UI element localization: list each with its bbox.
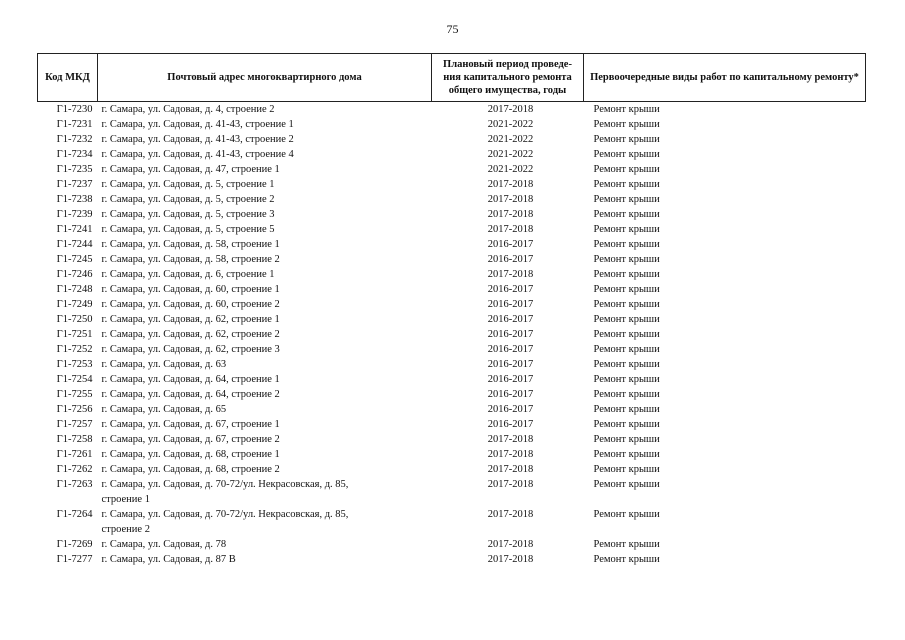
cell-code: Г1-7277	[56, 554, 93, 565]
cell-code: Г1-7252	[56, 344, 93, 355]
cell-period: 2017-2018	[487, 434, 534, 445]
cell-address: г. Самара, ул. Садовая, д. 62, строение 2	[101, 329, 280, 340]
cell-address: г. Самара, ул. Садовая, д. 64, строение 2	[101, 389, 280, 400]
cell-address: г. Самара, ул. Садовая, д. 63	[101, 359, 227, 370]
table-row	[38, 102, 866, 118]
cell-period: 2016-2017	[487, 344, 534, 355]
cell-address: г. Самара, ул. Садовая, д. 68, строение 1	[101, 449, 280, 460]
cell-code: Г1-7269	[56, 539, 93, 550]
cell-code: Г1-7246	[56, 269, 93, 280]
cell-works: Ремонт крыши	[593, 359, 660, 370]
cell-works: Ремонт крыши	[593, 224, 660, 235]
cell-address: г. Самара, ул. Садовая, д. 70-72/ул. Некрасовская, д. 85, строение 2	[101, 509, 349, 535]
cell-works: Ремонт крыши	[593, 509, 660, 520]
cell-period: 2016-2017	[487, 404, 534, 415]
table-row	[38, 477, 866, 507]
table-row	[38, 417, 866, 432]
table-row	[38, 402, 866, 417]
cell-period: 2017-2018	[487, 179, 534, 190]
cell-code: Г1-7254	[56, 374, 93, 385]
cell-address: г. Самара, ул. Садовая, д. 87 В	[101, 554, 236, 565]
cell-period: 2016-2017	[487, 254, 534, 265]
table-row	[38, 507, 866, 537]
cell-code: Г1-7263	[56, 479, 93, 490]
cell-period: 2021-2022	[487, 119, 534, 130]
cell-period: 2017-2018	[487, 224, 534, 235]
header-address: Почтовый адрес многоквартирного дома	[98, 54, 432, 102]
cell-code: Г1-7251	[56, 329, 93, 340]
cell-works: Ремонт крыши	[593, 404, 660, 415]
cell-address: г. Самара, ул. Садовая, д. 67, строение 1	[101, 419, 280, 430]
cell-code: Г1-7234	[56, 149, 93, 160]
cell-works: Ремонт крыши	[593, 329, 660, 340]
cell-address: г. Самара, ул. Садовая, д. 68, строение 2	[101, 464, 280, 475]
cell-code: Г1-7232	[56, 134, 93, 145]
cell-works: Ремонт крыши	[593, 149, 660, 160]
cell-address: г. Самара, ул. Садовая, д. 67, строение 2	[101, 434, 280, 445]
cell-address: г. Самара, ул. Садовая, д. 5, строение 1	[101, 179, 275, 190]
cell-code: Г1-7262	[56, 464, 93, 475]
cell-works: Ремонт крыши	[593, 134, 660, 145]
cell-period: 2017-2018	[487, 464, 534, 475]
table-row	[38, 327, 866, 342]
table-row	[38, 297, 866, 312]
table-row	[38, 372, 866, 387]
cell-period: 2017-2018	[487, 479, 534, 490]
cell-code: Г1-7239	[56, 209, 93, 220]
cell-address: г. Самара, ул. Садовая, д. 41-43, строение 1	[101, 119, 294, 130]
header-period: Плановый период проведе-ния капитального ремонта общего имущества, годы	[432, 54, 584, 102]
cell-period: 2016-2017	[487, 374, 534, 385]
cell-period: 2017-2018	[487, 554, 534, 565]
cell-code: Г1-7257	[56, 419, 93, 430]
table-row	[38, 312, 866, 327]
cell-works: Ремонт крыши	[593, 449, 660, 460]
cell-code: Г1-7244	[56, 239, 93, 250]
table-row	[38, 162, 866, 177]
cell-code: Г1-7250	[56, 314, 93, 325]
page-number: 75	[446, 22, 459, 36]
table-row	[38, 462, 866, 477]
cell-period: 2021-2022	[487, 164, 534, 175]
cell-works: Ремонт крыши	[593, 104, 660, 115]
cell-works: Ремонт крыши	[593, 344, 660, 355]
cell-period: 2016-2017	[487, 329, 534, 340]
cell-works: Ремонт крыши	[593, 284, 660, 295]
cell-code: Г1-7248	[56, 284, 93, 295]
cell-period: 2016-2017	[487, 419, 534, 430]
cell-address: г. Самара, ул. Садовая, д. 65	[101, 404, 227, 415]
cell-address: г. Самара, ул. Садовая, д. 78	[101, 539, 227, 550]
cell-address: г. Самара, ул. Садовая, д. 6, строение 1	[101, 269, 275, 280]
cell-period: 2017-2018	[487, 509, 534, 520]
cell-address: г. Самара, ул. Садовая, д. 5, строение 3	[101, 209, 275, 220]
table-body	[38, 102, 866, 568]
cell-period: 2017-2018	[487, 539, 534, 550]
table-row	[38, 192, 866, 207]
cell-works: Ремонт крыши	[593, 209, 660, 220]
cell-address: г. Самара, ул. Садовая, д. 47, строение 1	[101, 164, 280, 175]
header-code: Код МКД	[38, 54, 98, 102]
table-row	[38, 207, 866, 222]
table-row	[38, 537, 866, 552]
cell-code: Г1-7238	[56, 194, 93, 205]
table-row	[38, 147, 866, 162]
cell-address: г. Самара, ул. Садовая, д. 5, строение 5	[101, 224, 275, 235]
cell-works: Ремонт крыши	[593, 434, 660, 445]
table-row	[38, 177, 866, 192]
cell-period: 2016-2017	[487, 314, 534, 325]
cell-period: 2016-2017	[487, 239, 534, 250]
cell-period: 2016-2017	[487, 299, 534, 310]
cell-works: Ремонт крыши	[593, 479, 660, 490]
cell-address: г. Самара, ул. Садовая, д. 62, строение 3	[101, 344, 280, 355]
table-header	[38, 54, 866, 102]
cell-code: Г1-7264	[56, 509, 93, 520]
table-row	[38, 222, 866, 237]
capital-repair-table	[37, 53, 866, 567]
table-row	[38, 267, 866, 282]
table-row	[38, 132, 866, 147]
table-row	[38, 432, 866, 447]
cell-code: Г1-7235	[56, 164, 93, 175]
cell-works: Ремонт крыши	[593, 314, 660, 325]
cell-period: 2016-2017	[487, 284, 534, 295]
cell-works: Ремонт крыши	[593, 419, 660, 430]
cell-works: Ремонт крыши	[593, 164, 660, 175]
cell-works: Ремонт крыши	[593, 194, 660, 205]
table-row	[38, 387, 866, 402]
cell-works: Ремонт крыши	[593, 239, 660, 250]
cell-works: Ремонт крыши	[593, 374, 660, 385]
cell-code: Г1-7258	[56, 434, 93, 445]
cell-code: Г1-7241	[56, 224, 93, 235]
cell-works: Ремонт крыши	[593, 254, 660, 265]
cell-works: Ремонт крыши	[593, 119, 660, 130]
cell-period: 2021-2022	[487, 149, 534, 160]
cell-period: 2017-2018	[487, 104, 534, 115]
table-row	[38, 447, 866, 462]
cell-code: Г1-7249	[56, 299, 93, 310]
cell-period: 2017-2018	[487, 209, 534, 220]
cell-code: Г1-7230	[56, 104, 93, 115]
cell-code: Г1-7256	[56, 404, 93, 415]
cell-works: Ремонт крыши	[593, 554, 660, 565]
cell-works: Ремонт крыши	[593, 539, 660, 550]
cell-works: Ремонт крыши	[593, 269, 660, 280]
table-row	[38, 237, 866, 252]
cell-address: г. Самара, ул. Садовая, д. 4, строение 2	[101, 104, 275, 115]
table-row	[38, 552, 866, 567]
cell-period: 2021-2022	[487, 134, 534, 145]
cell-address: г. Самара, ул. Садовая, д. 64, строение 1	[101, 374, 280, 385]
cell-address: г. Самара, ул. Садовая, д. 58, строение 2	[101, 254, 280, 265]
cell-address: г. Самара, ул. Садовая, д. 70-72/ул. Некрасовская, д. 85, строение 1	[101, 479, 349, 505]
cell-works: Ремонт крыши	[593, 299, 660, 310]
cell-works: Ремонт крыши	[593, 179, 660, 190]
cell-address: г. Самара, ул. Садовая, д. 41-43, строение 4	[101, 149, 294, 160]
cell-period: 2016-2017	[487, 389, 534, 400]
cell-code: Г1-7237	[56, 179, 93, 190]
cell-code: Г1-7245	[56, 254, 93, 265]
cell-address: г. Самара, ул. Садовая, д. 62, строение 1	[101, 314, 280, 325]
cell-code: Г1-7255	[56, 389, 93, 400]
cell-address: г. Самара, ул. Садовая, д. 60, строение 1	[101, 284, 280, 295]
cell-works: Ремонт крыши	[593, 464, 660, 475]
table-row	[38, 342, 866, 357]
cell-code: Г1-7253	[56, 359, 93, 370]
cell-period: 2017-2018	[487, 269, 534, 280]
cell-works: Ремонт крыши	[593, 389, 660, 400]
header-works: Первоочередные виды работ по капитальному ремонту*	[584, 54, 866, 102]
cell-address: г. Самара, ул. Садовая, д. 58, строение 1	[101, 239, 280, 250]
cell-address: г. Самара, ул. Садовая, д. 60, строение 2	[101, 299, 280, 310]
cell-period: 2017-2018	[487, 194, 534, 205]
cell-address: г. Самара, ул. Садовая, д. 5, строение 2	[101, 194, 275, 205]
table-row	[38, 357, 866, 372]
cell-address: г. Самара, ул. Садовая, д. 41-43, строение 2	[101, 134, 294, 145]
cell-period: 2017-2018	[487, 449, 534, 460]
cell-period: 2016-2017	[487, 359, 534, 370]
table-row	[38, 282, 866, 297]
cell-code: Г1-7231	[56, 119, 93, 130]
cell-code: Г1-7261	[56, 449, 93, 460]
table-row	[38, 252, 866, 267]
table-row	[38, 117, 866, 132]
